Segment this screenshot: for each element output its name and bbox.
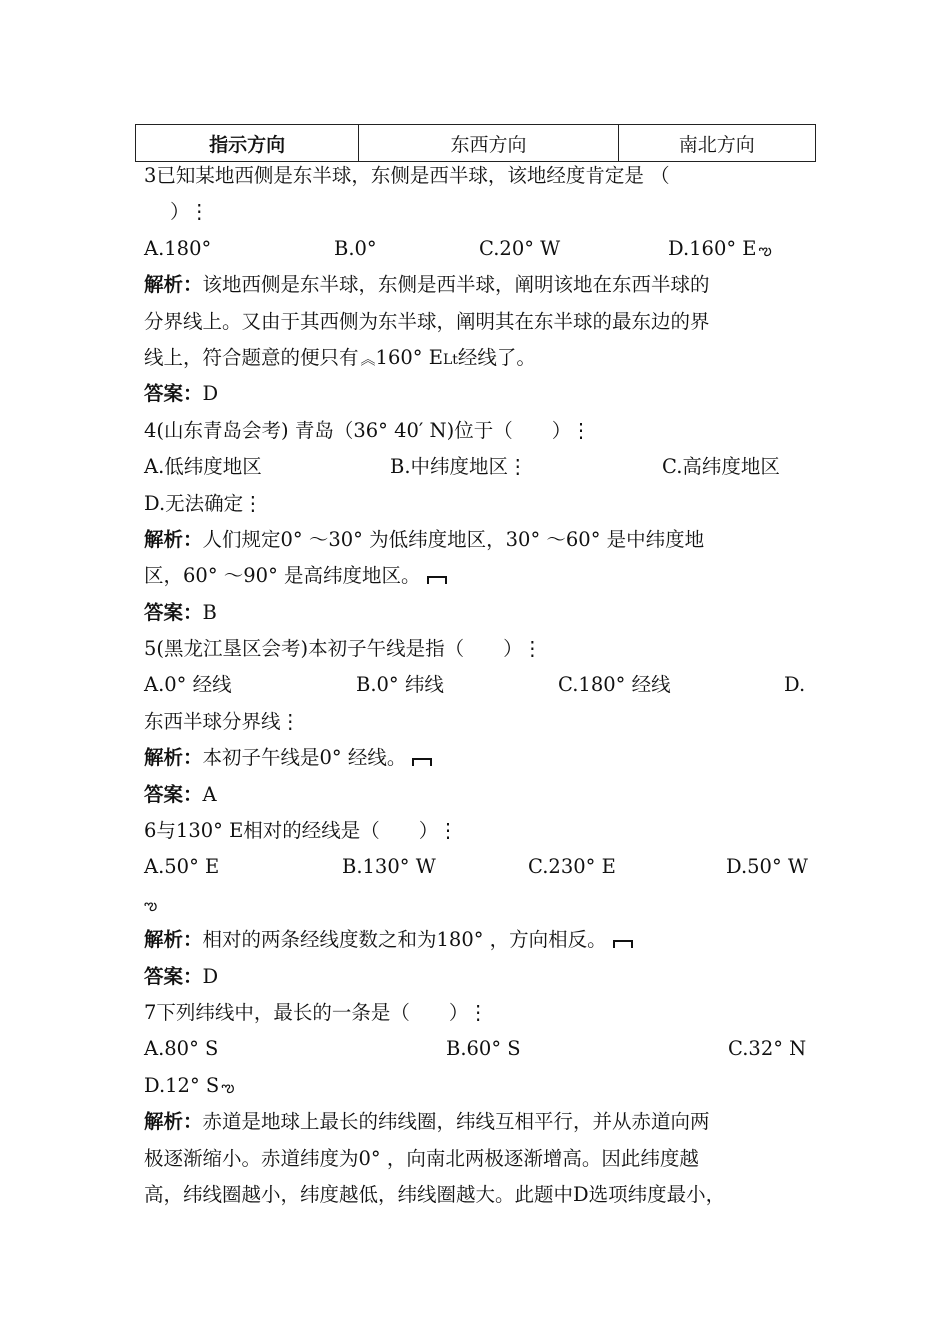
q3-stem-line2: ）⋮ [170, 200, 210, 224]
q5-option-d: D. [784, 673, 806, 697]
q5-answer [144, 777, 816, 813]
answer-label: 答案： [144, 782, 203, 806]
answer-label: 答案： [144, 964, 203, 988]
q7-option-d-line [144, 1068, 816, 1104]
q3-analysis-text3b: 160° E [375, 345, 443, 369]
q3-analysis-line2: 分界线上。又由于其西侧为东半球，阐明其在东半球的最东边的界 [144, 309, 710, 333]
q3-stem-line1: 3已知某地西侧是东半球，东侧是西半球，该地经度肯定是 （ [144, 164, 670, 187]
q6-option-d: D.50° W [726, 855, 808, 879]
q6-answer-value: D [202, 964, 219, 988]
q6-swirl-line [144, 886, 816, 922]
q7-option-c: C.32° N [728, 1037, 807, 1061]
q7-option-b: B.60° S [446, 1037, 521, 1061]
q3-answer-value: D [202, 382, 219, 406]
q4-option-d: D.无法确定⋮ [144, 491, 263, 515]
q3-analysis-text3c: 经线了。 [457, 345, 536, 369]
q3-analysis-text1: 该地西侧是东半球，东侧是西半球，阐明该地在东西半球的 [202, 273, 710, 297]
q3-option-d: D.160° E [668, 236, 757, 260]
q3-analysis-line3 [144, 340, 816, 376]
q4-answer [144, 595, 816, 631]
q7-options [144, 1031, 816, 1067]
q7-stem: 7下列纬线中，最长的一条是（ ）⋮ [144, 1000, 488, 1024]
analysis-label: 解析： [144, 746, 203, 770]
q5-options [144, 667, 816, 703]
analysis-label: 解析： [144, 273, 203, 297]
q3-option-b: B.0° [334, 236, 377, 260]
q5-answer-value: A [202, 782, 217, 806]
q7-analysis-text1: 赤道是地球上最长的纬线圈，纬线互相平行，并从赤道向两 [202, 1110, 710, 1134]
q6-options [144, 849, 816, 885]
answer-label: 答案： [144, 382, 203, 406]
table-cell-header: 指示方向 [136, 125, 359, 162]
q4-analysis-line1 [144, 522, 816, 558]
q3-answer [144, 376, 816, 412]
q7-option-d: D.12° S [144, 1073, 220, 1097]
q7-analysis-line1 [144, 1104, 816, 1140]
table-row [136, 125, 816, 162]
q4-answer-value: B [202, 600, 217, 624]
q5-option-c: C.180° 经线 [558, 673, 671, 697]
direction-table [135, 124, 816, 162]
q6-analysis [144, 922, 816, 958]
q6-option-c: C.230° E [528, 855, 616, 879]
q4-stem: 4(山东青岛会考) 青岛（36° 40′ N)位于（ ）⋮ [144, 418, 591, 442]
q3-option-d-wrap [668, 231, 772, 268]
bracket-mark-icon [427, 576, 447, 584]
analysis-label: 解析： [144, 527, 203, 551]
q5-analysis-text: 本初子午线是0° 经线。 [202, 746, 407, 770]
q3-option-a: A.180° [144, 236, 212, 260]
q6-answer [144, 959, 816, 995]
q4-options [144, 449, 816, 485]
analysis-label: 解析： [144, 928, 203, 952]
q4-option-b: B.中纬度地区⋮ [390, 455, 528, 479]
q7-analysis-line3: 高，纬线圈越小，纬度越低，纬线圈越大。此题中D选项纬度最小， [144, 1182, 726, 1206]
wave-icon: ︽ [360, 349, 376, 368]
q3-options [144, 231, 816, 267]
bracket-mark-icon [613, 940, 633, 948]
swirl-icon: ఌ [144, 895, 158, 914]
answer-label: 答案： [144, 600, 203, 624]
q4-analysis-text2: 区，60° ～90° 是高纬度地区。 [144, 564, 421, 588]
q7-option-a: A.80° S [144, 1037, 219, 1061]
q3-analysis-line1 [144, 267, 816, 303]
q6-option-b: B.130° W [342, 855, 436, 879]
q5-option-d-cont: 东西半球分界线⋮ [144, 709, 301, 733]
t-mark-icon: Lt [442, 351, 458, 368]
q4-option-c: C.高纬度地区 [662, 455, 780, 479]
q5-option-b: B.0° 纬线 [356, 673, 444, 697]
q5-analysis [144, 740, 816, 776]
q7-analysis-line2: 极逐渐缩小。赤道纬度为0° ，向南北两极逐渐增高。因此纬度越 [144, 1146, 699, 1170]
q4-option-a: A.低纬度地区 [144, 455, 262, 479]
q4-analysis-line2 [144, 558, 816, 594]
q5-option-a: A.0° 经线 [144, 673, 232, 697]
q5-stem: 5(黑龙江垦区会考)本初子午线是指（ ）⋮ [144, 637, 543, 661]
table-cell-north-south: 南北方向 [618, 125, 815, 162]
bracket-mark-icon [412, 758, 432, 766]
q6-analysis-text: 相对的两条经线度数之和为180° ，方向相反。 [202, 928, 607, 952]
table-cell-east-west: 东西方向 [359, 125, 618, 162]
swirl-icon: ఌ [758, 240, 772, 259]
q4-analysis-text1: 人们规定0° ～30° 为低纬度地区，30° ～60° 是中纬度地 [202, 527, 705, 551]
swirl-icon: ఌ [221, 1077, 235, 1096]
q3-option-c: C.20° W [479, 236, 561, 260]
q6-stem: 6与130° E相对的经线是（ ）⋮ [144, 819, 458, 843]
analysis-label: 解析： [144, 1110, 203, 1134]
q6-option-a: A.50° E [144, 855, 220, 879]
question-list [144, 158, 816, 1213]
q3-analysis-text3: 线上，符合题意的便只有 [144, 345, 359, 369]
